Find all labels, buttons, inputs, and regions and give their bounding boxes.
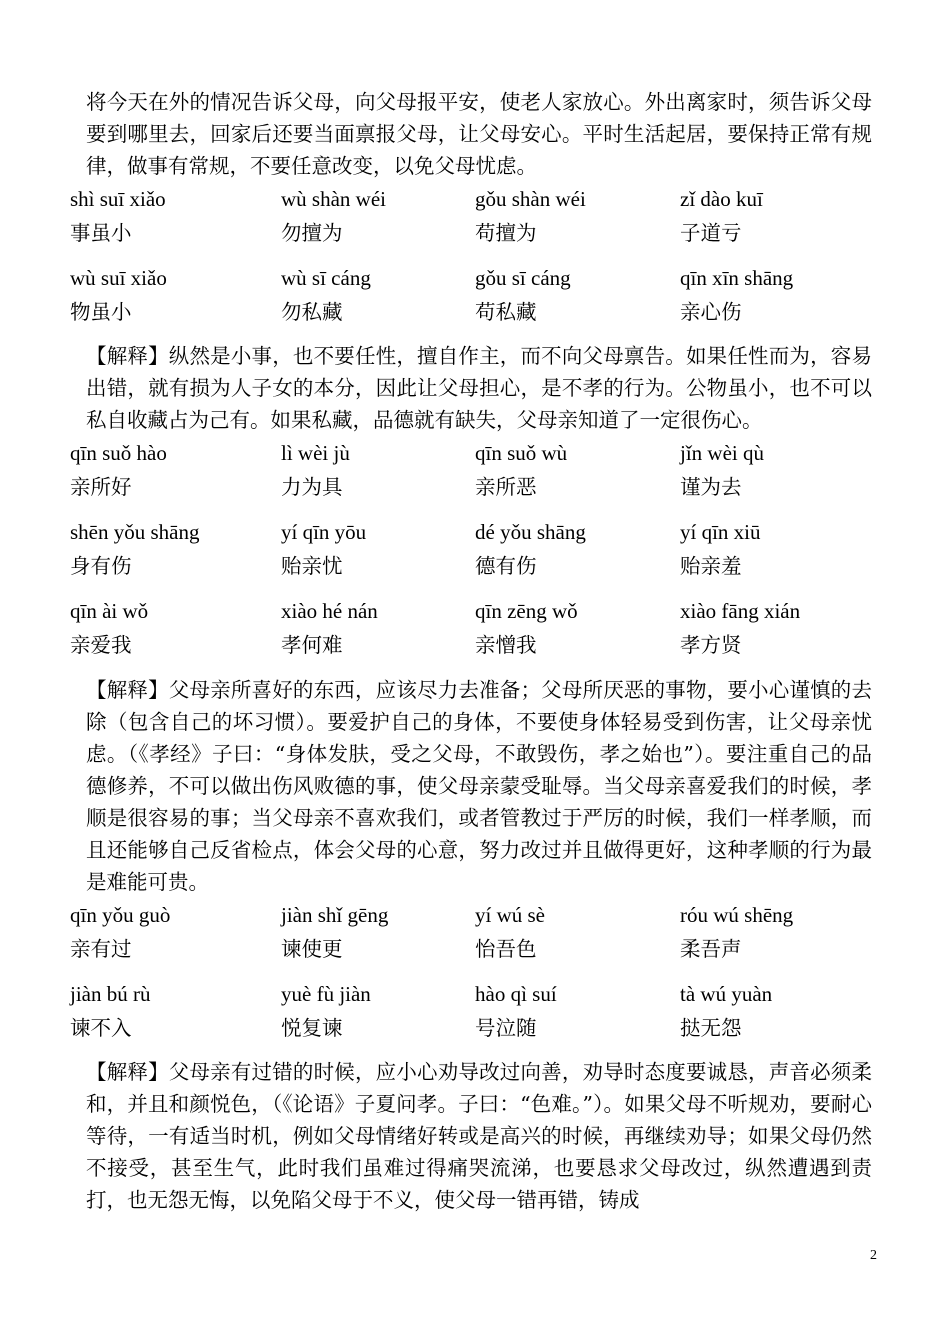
pinyin: wù shàn wéi xyxy=(281,187,386,211)
verse-cell xyxy=(70,265,270,327)
verse-cell xyxy=(281,519,481,581)
verse-cell xyxy=(475,519,675,581)
verse-cell xyxy=(475,981,675,1043)
pinyin: shì suī xiǎo xyxy=(70,187,166,211)
pinyin: zǐ dào kuī xyxy=(680,187,763,211)
hanzi: 勿私藏 xyxy=(281,300,343,324)
verse-cell xyxy=(281,440,481,502)
hanzi: 苟擅为 xyxy=(475,221,537,245)
verse-row xyxy=(70,186,890,250)
hanzi: 贻亲忧 xyxy=(281,554,343,578)
verse-cell xyxy=(475,440,675,502)
pinyin: jiàn shǐ gēng xyxy=(281,903,389,927)
hanzi: 亲有过 xyxy=(70,937,132,961)
pinyin: qīn yǒu guò xyxy=(70,903,171,927)
verse-cell xyxy=(281,186,481,248)
verse-row xyxy=(70,598,890,662)
pinyin: róu wú shēng xyxy=(680,903,794,927)
pinyin: dé yǒu shāng xyxy=(475,520,586,544)
pinyin: yí qīn xiū xyxy=(680,520,761,544)
hanzi: 子道亏 xyxy=(680,221,742,245)
pinyin: xiào hé nán xyxy=(281,599,378,623)
hanzi: 力为具 xyxy=(281,475,343,499)
hanzi: 物虽小 xyxy=(70,300,132,324)
pinyin: wù sī cáng xyxy=(281,266,371,290)
pinyin: gǒu sī cáng xyxy=(475,266,571,290)
verse-row xyxy=(70,981,890,1045)
verse-cell xyxy=(281,265,481,327)
pinyin: gǒu shàn wéi xyxy=(475,187,586,211)
verse-cell xyxy=(70,598,270,660)
pinyin: yí wú sè xyxy=(475,903,545,927)
pinyin: yuè fù jiàn xyxy=(281,982,371,1006)
pinyin: jǐn wèi qù xyxy=(680,441,764,465)
verse-row xyxy=(70,902,890,966)
verse-cell xyxy=(680,265,880,327)
hanzi: 亲所恶 xyxy=(475,475,537,499)
verse-cell xyxy=(475,902,675,964)
verse-cell xyxy=(475,186,675,248)
verse-cell xyxy=(475,265,675,327)
pinyin: xiào fāng xián xyxy=(680,599,801,623)
hanzi: 亲所好 xyxy=(70,475,132,499)
hanzi: 孝方贤 xyxy=(680,633,742,657)
verse-row xyxy=(70,440,890,504)
hanzi: 亲心伤 xyxy=(680,300,742,324)
hanzi: 亲爱我 xyxy=(70,633,132,657)
paragraph-explanation-1: 【解释】纵然是小事，也不要任性，擅自作主，而不向父母禀告。如果任性而为，容易出错，就有损为人子女的本分，因此让父母担心，是不孝的行为。公物虽小，也不可以私自收藏占为己有。如果私藏，品德就有缺失，父母亲知道了一定很伤心。 xyxy=(86,344,872,432)
pinyin: qīn xīn shāng xyxy=(680,266,794,290)
pinyin: wù suī xiǎo xyxy=(70,266,167,290)
hanzi: 谏不入 xyxy=(70,1016,132,1040)
pinyin: qīn zēng wǒ xyxy=(475,599,578,623)
verse-cell xyxy=(680,598,880,660)
verse-cell xyxy=(680,186,880,248)
paragraph-explanation-2: 【解释】父母亲所喜好的东西，应该尽力去准备；父母所厌恶的事物，要小心谨慎的去除（包含自己的坏习惯）。要爱护自己的身体，不要使身体轻易受到伤害，让父母亲忧虑。（《孝经》子曰：“身体发肤，受之父母，不敢毁伤，孝之始也”）。要注重自己的品德修养，不可以做出伤风败德的事，使父母亲蒙受耻辱。当父母亲喜爱我们的时候，孝顺是很容易的事；当父母亲不喜欢我们，或者管教过于严厉的时候，我们一样孝顺，而且还能够自己反省检点，体会父母的心意，努力改过并且做得更好，这种孝顺的行为最是难能可贵。 xyxy=(86,678,872,894)
hanzi: 谨为去 xyxy=(680,475,742,499)
hanzi: 苟私藏 xyxy=(475,300,537,324)
pinyin: tà wú yuàn xyxy=(680,982,773,1006)
pinyin: qīn ài wǒ xyxy=(70,599,149,623)
hanzi: 事虽小 xyxy=(70,221,132,245)
verse-cell xyxy=(70,440,270,502)
verse-cell xyxy=(70,519,270,581)
verse-row xyxy=(70,519,890,583)
page-number: 2 xyxy=(870,1248,877,1263)
hanzi: 贻亲羞 xyxy=(680,554,742,578)
verse-cell xyxy=(680,440,880,502)
verse-cell xyxy=(70,186,270,248)
hanzi: 号泣随 xyxy=(475,1016,537,1040)
verse-cell xyxy=(475,598,675,660)
hanzi: 德有伤 xyxy=(475,554,537,578)
pinyin: jiàn bú rù xyxy=(70,982,151,1006)
verse-cell xyxy=(70,981,270,1043)
paragraph-intro: 将今天在外的情况告诉父母，向父母报平安，使老人家放心。外出离家时，须告诉父母要到哪里去，回家后还要当面禀报父母，让父母安心。平时生活起居，要保持正常有规律，做事有常规，不要任意改变，以免父母忧虑。 xyxy=(86,90,872,178)
hanzi: 亲憎我 xyxy=(475,633,537,657)
pinyin: hào qì suí xyxy=(475,982,557,1006)
pinyin: yí qīn yōu xyxy=(281,520,367,544)
verse-cell xyxy=(680,902,880,964)
verse-cell xyxy=(281,981,481,1043)
pinyin: lì wèi jù xyxy=(281,441,350,465)
hanzi: 谏使更 xyxy=(281,937,343,961)
verse-cell xyxy=(680,519,880,581)
hanzi: 柔吾声 xyxy=(680,937,742,961)
verse-cell xyxy=(70,902,270,964)
verse-row xyxy=(70,265,890,329)
hanzi: 勿擅为 xyxy=(281,221,343,245)
hanzi: 孝何难 xyxy=(281,633,343,657)
hanzi: 悦复谏 xyxy=(281,1016,343,1040)
hanzi: 怡吾色 xyxy=(475,937,537,961)
hanzi: 挞无怨 xyxy=(680,1016,742,1040)
pinyin: qīn suǒ hào xyxy=(70,441,167,465)
verse-cell xyxy=(281,902,481,964)
paragraph-explanation-3: 【解释】父母亲有过错的时候，应小心劝导改过向善，劝导时态度要诚恳，声音必须柔和，并且和颜悦色，（《论语》子夏问孝。子曰：“色难。”）。如果父母不听规劝，要耐心等待，一有适当时机，例如父母情绪好转或是高兴的时候，再继续劝导；如果父母仍然不接受，甚至生气，此时我们虽难过得痛哭流涕，也要恳求父母改过，纵然遭遇到责打，也无怨无悔，以免陷父母于不义，使父母一错再错，铸成 xyxy=(86,1060,872,1212)
pinyin: qīn suǒ wù xyxy=(475,441,568,465)
hanzi: 身有伤 xyxy=(70,554,132,578)
verse-cell xyxy=(680,981,880,1043)
verse-cell xyxy=(281,598,481,660)
pinyin: shēn yǒu shāng xyxy=(70,520,200,544)
